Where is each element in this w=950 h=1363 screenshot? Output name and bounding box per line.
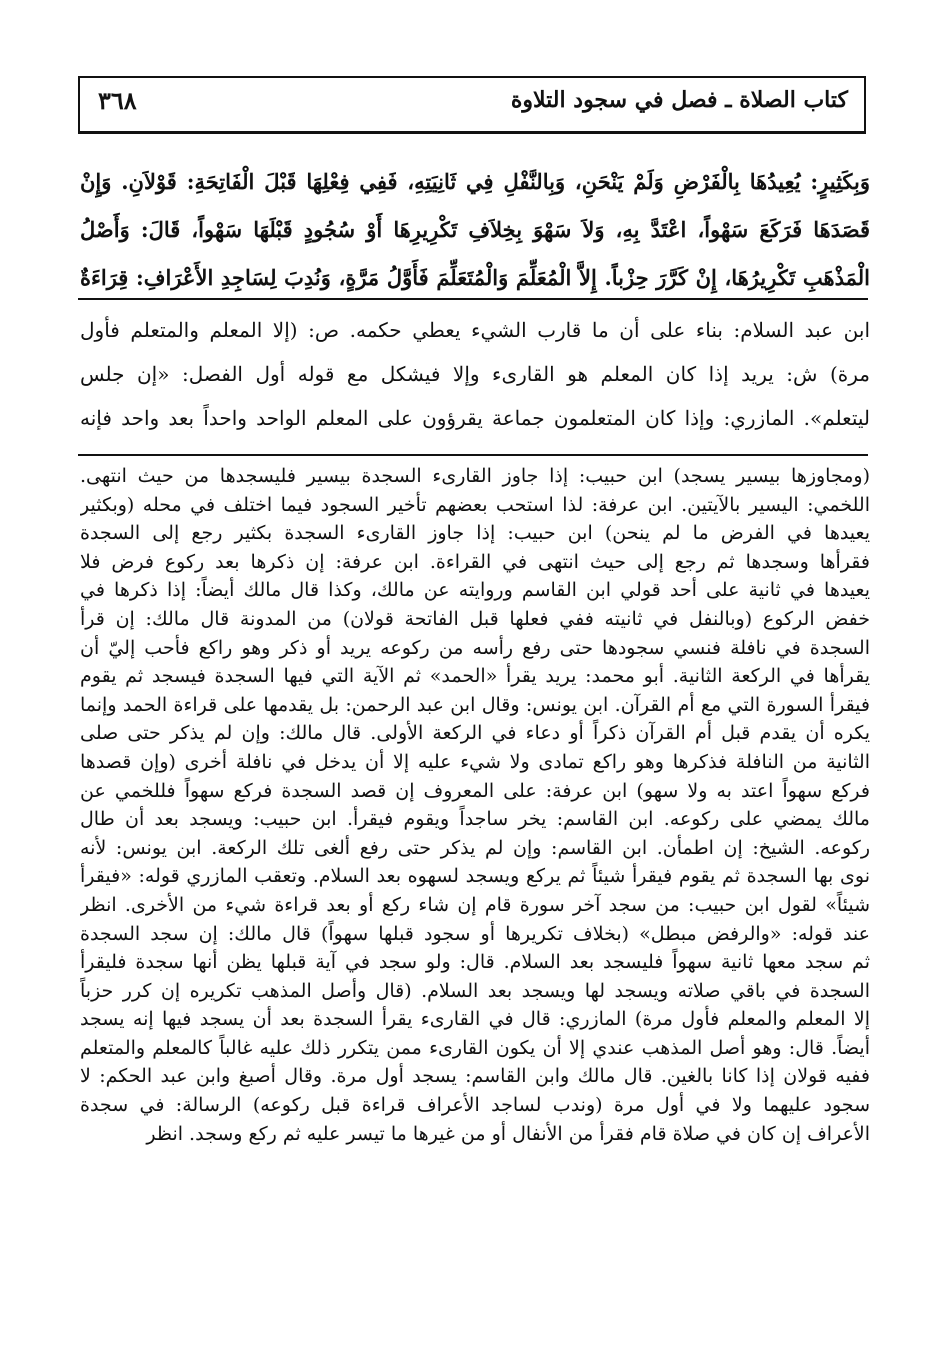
commentary-line: شيئاً» لقول ابن حبيب: من سجد آخر سورة قام إن شاء ركع أو بعد قراءة شيء من الأخرى. انظر — [80, 893, 870, 916]
commentary-line: أيضاً. قال: وهو أصل المذهب عندي إلا أن يكون القارىء ممن يتكرر ذلك عليه غالباً كالمعلم والمتعلم — [80, 1036, 870, 1059]
commentary-line: خفض الركوع (وبالنفل في ثانيته ففي فعلها قبل الفاتحة قولان) من المدونة قال مالك: إن قرأ — [80, 607, 870, 630]
commentary-line: الثانية من النافلة فذكرها وهو راكع تمادى ولا شيء عليه إلا أن يدخل في نافلة أخرى (وإن قصدها — [80, 750, 870, 773]
commentary-line: الأعراف إن كان في صلاة قام فقرأ من الأنفال أو من غيرها ما تيسر عليه ثم ركع وسجد. انظر — [146, 1122, 870, 1145]
commentary-line: فقرأها وسجدها ثم رجع إلى حيث انتهى في القراءة. ابن عرفة: إن ذكرها بعد ركوع فرض فلا — [80, 550, 870, 573]
commentary-line: يعيدها في الفرض ما لم ينحن) ابن حبيب: إذا جاوز القارىء السجدة بكثير رجع إلى السجدة — [80, 522, 870, 545]
page-number: ٣٦٨ — [98, 86, 137, 115]
commentary-line: نوى بها السجدة ثم يقوم فيقرأ شيئاً ثم يركع ويسجد لسهوه بعد السلام. وتعقب المازري قوله: «فيقرأ — [80, 865, 870, 888]
commentary-line: ليتعلم». المازري: وإذا كان المتعلمون جماعة يقرؤون على المعلم الواحد واحداً بعد واحد فإنه — [80, 406, 870, 430]
commentary-line: فيقرأ السورة التي مع أم القرآن. ابن يونس: وقال ابن عبد الرحمن: بل يقدمها على قراءة الحمد وإنما — [80, 693, 870, 716]
commentary-line: السجدة في نافلة فنسي سجودها حتى رفع رأسه من ركوعه يريد أو ذكر وهو راكع فأحب إليّ أن — [80, 636, 870, 659]
commentary-line: عند قوله: «والرفض مبطل» (بخلاف تكريرها أو سجود قبلها سهواً) قال مالك: إن سجد السجدة — [80, 922, 870, 945]
matn-line: وَبِكَثِيرٍ: يُعِيدُهَا بِالْفَرْضِ وَلَمْ يَنْحَنِ، وَبِالنَّفْلِ فِي ثَانِيَتِهِ، فَفِي فِعْلِهَا قَبْلَ الْفَاتِحَةِ: قَوْلاَنِ. وَإِنْ — [80, 169, 870, 194]
commentary-block-lower — [80, 462, 870, 1148]
commentary-line: اللخمي: اليسير بالآيتين. ابن عرفة: لذا استحب بعضهم تأخير السجود فيما اختلف في محله (وبكثير — [80, 493, 870, 516]
book-page — [78, 76, 870, 1346]
commentary-line: يعيدها في ثانية على أحد قولي ابن القاسم وروايته عن مالك، وكذا قال مالك أيضاً: إذا ذكرها في — [80, 579, 870, 602]
commentary-line: سجود عليهما ولا في أول مرة (وندب لساجد الأعراف قراءة قبل ركوعه) الرسالة: في سجدة — [80, 1094, 870, 1117]
page-header — [78, 76, 866, 134]
section-divider — [78, 454, 868, 456]
matn-line: الْمَذْهَبِ تَكْرِيرُهَا، إِنْ كَرَّرَ حِزْباً. إِلاَّ الْمُعَلِّمَ وَالْمُتَعَلِّمَ فَأَوَّلُ مَرَّةٍ، وَنُدِبَ لِسَاجِدِ الأَعْرَافِ: قِرَاءَةٌ — [80, 265, 870, 290]
header-title: كتاب الصلاة ـ فصل في سجود التلاوة — [510, 87, 848, 113]
commentary-line: ففيه قولان إذا كانا بالغين. قال مالك وابن القاسم: يسجد أول مرة. وقال أصبغ وابن عبد الحكم: لا — [80, 1065, 870, 1088]
commentary-line: (ومجاوزها بيسير يسجد) ابن حبيب: إذا جاوز القارىء السجدة بيسير فليسجدها من حيث انتهى. — [80, 465, 870, 487]
commentary-block-upper — [80, 308, 870, 440]
matn-line: قَصَدَهَا فَرَكَعَ سَهْواً، اعْتَدَّ بِهِ، وَلاَ سَهْوَ بِخِلاَفِ تَكْرِيرِهَا أَوْ سُجُودٍ قَبْلَهَا سَهْواً، قَالَ: وَأَصْلُ — [80, 217, 870, 242]
commentary-line: إلا المعلم والمعلم فأول مرة) المازري: قال في القارىء يقرأ السجدة بعد أن يسجد فيها إنه يسجد — [80, 1008, 870, 1031]
commentary-line: السجدة في باقي صلاته ويسجد لها ويسجد بعد السلام. (قال وأصل المذهب تكريره إن كرر حزباً — [80, 979, 870, 1002]
matn-text-block — [80, 158, 870, 302]
commentary-line: يكره أن يقدم قبل أم القرآن ذكراً أو دعاء في الركعة الأولى. قال مالك: وإن لم يذكر حتى صلى — [80, 722, 870, 745]
section-divider — [78, 298, 868, 300]
commentary-line: ركوعه. الشيخ: إن اطمأن. ابن القاسم: وإن لم يذكر حتى رفع ألغى تلك الركعة. ابن يونس: لأنه — [80, 836, 870, 859]
commentary-line: فركع سهواً اعتد به ولا سهو) ابن عرفة: على المعروف إن قصد السجدة فركع سهواً فللخمي عن — [80, 779, 870, 802]
commentary-line: مالك يمضي على ركوعه. ابن القاسم: يخر ساجداً ويقوم فيقرأ. ابن حبيب: ويسجد بعد أن طال — [80, 808, 870, 831]
commentary-line: ابن عبد السلام: بناء على أن ما قارب الشيء يعطي حكمه. ص: (إلا المعلم والمتعلم فأول — [80, 318, 870, 342]
commentary-line: يقرأها في الركعة الثانية. أبو محمد: يريد يقرأ «الحمد» ثم الآية التي فيها السجدة فيسجد ثم يقوم — [80, 665, 870, 688]
commentary-line: مرة) ش: يريد إذا كان المعلم هو القارىء وإلا فيشكل مع قوله أول الفصل: «إن جلس — [80, 362, 870, 386]
commentary-line: ثم سجد معها ثانية سهواً فليسجد بعد السلام. قال: ولو سجد في آية قبلها يظن أنها سجدة فليقرأ — [80, 951, 870, 974]
